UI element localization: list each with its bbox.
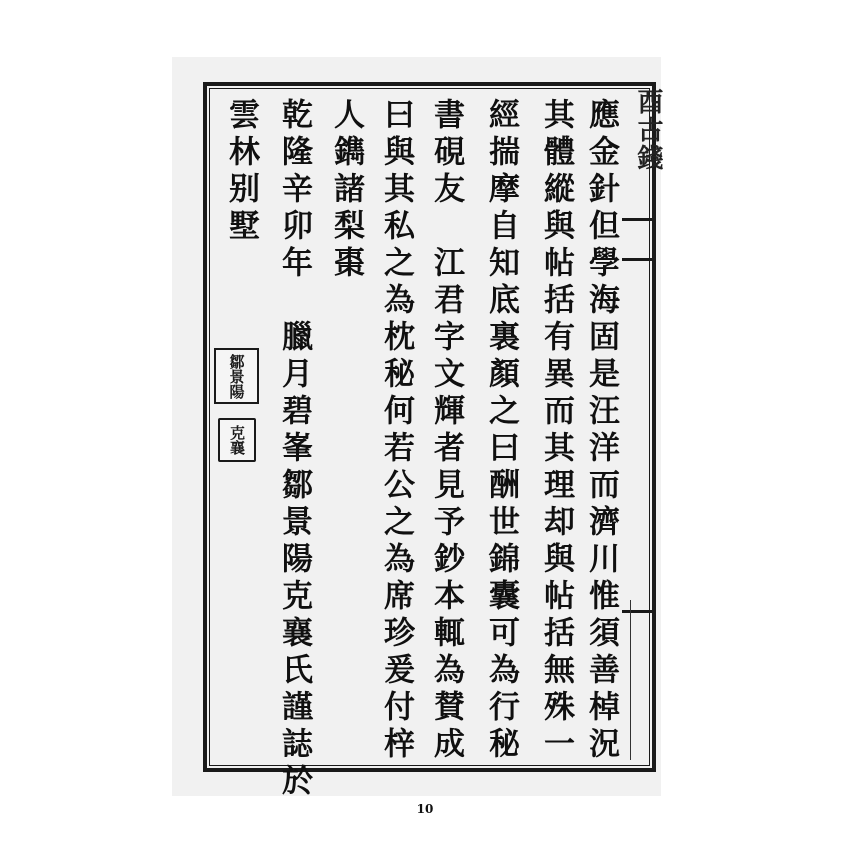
text-column-3: 經揣摩自知底裏顏之曰酬世錦囊可為行秘 (483, 98, 519, 764)
text-column-7: 乾隆辛卯年 臘月碧峯鄒景陽克襄氏謹誌於 (276, 98, 312, 801)
text-column-4: 書硯友 江君字文輝者見予鈔本輒為賛成 (428, 98, 464, 764)
text-column-6: 人鐫諸梨棗 (328, 98, 364, 283)
margin-header: 酉古錢 (633, 88, 663, 172)
margin-side-rule (630, 600, 653, 760)
text-column-8: 雲林别墅 (223, 98, 259, 246)
text-column-2: 其體縱與帖括有異而其理却與帖括無殊一 (538, 98, 574, 764)
seal-stamp: 克襄 (218, 418, 256, 462)
page-number: 10 (416, 802, 434, 816)
margin-rule (622, 258, 656, 261)
seal-stamp: 鄒景陽 (214, 348, 259, 404)
text-column-5: 曰與其私之為枕秘何若公之為席珍爰付梓 (378, 98, 414, 764)
text-column-1: 應金針但學海固是汪洋而濟川惟須善棹況 (583, 98, 619, 764)
margin-rule (622, 218, 656, 221)
